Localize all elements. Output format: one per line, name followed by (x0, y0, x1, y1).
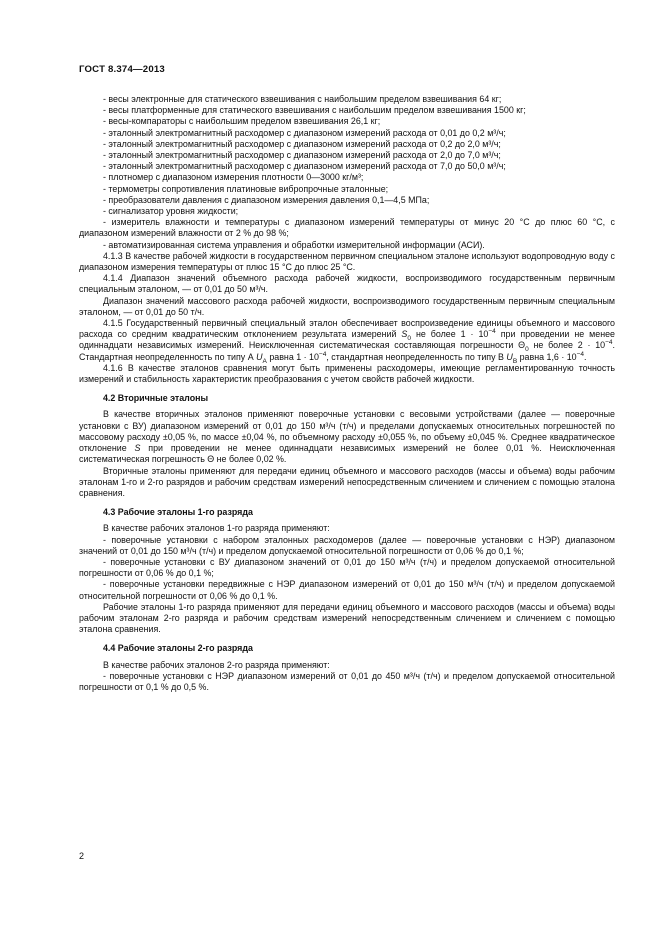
list-item: - поверочные установки с набором эталонных расходомеров (далее — поверочные установки с НЭР) диапазоном значений от 0,01 до 150 м³/ч (т/ч) и пределом допускаемой относительной погрешности от 0,06 % до 0,1 %; (79, 534, 615, 556)
list-item: - поверочные установки передвижные с НЭР диапазоном измерений от 0,01 до 150 м³/ч (т/ч) и пределом допускаемой относительной погрешности от 0,06 % до 0,1 %. (79, 579, 615, 601)
list-item: - эталонный электромагнитный расходомер с диапазоном измерений расхода от 7,0 до 50,0 м³/ч; (103, 161, 506, 172)
paragraph-4-1-3: 4.1.3 В качестве рабочей жидкости в государственном первичном специальном эталоне используют водопроводную воду с диапазоном измерения температуры от плюс 15 °С до плюс 25 °С. (79, 250, 615, 273)
list-item: - автоматизированная система управления и обработки измерительной информации (АСИ). (103, 239, 485, 250)
paragraph-4-3-intro: В качестве рабочих эталонов 1-го разряда применяют: (103, 523, 330, 534)
list-item: - термометры сопротивления платиновые вибропрочные эталонные; (103, 183, 389, 194)
page-number: 2 (79, 851, 85, 861)
paragraph-4-1-4-mass: Диапазон значений массового расхода рабочей жидкости, воспроизводимого государственным первичным специальным эталоном, — от 0,01 до 50 т/ч. (79, 295, 615, 317)
paragraph-4-1-4: 4.1.4 Диапазон значений объемного расхода рабочей жидкости, воспроизводимого государственным первичным специальным эталоном, — от 0,01 до 50 м³/ч. (79, 273, 615, 295)
list-item: - весы платформенные для статического взвешивания с наибольшим пределом взвешивания 1500 кг; (103, 105, 526, 116)
paragraph-4-2-1: В качестве вторичных эталонов применяют поверочные установки с весовыми устройствами (далее — поверочные установки с ВУ) диапазоном измерений от 0,01 до 150 м³/ч (т/ч) и пределами допускаемых относительных погрешностей по массовому расходу ±0,05 %, по массе ±0,04 %, по объемному расходу ±0,055 %, по объему ±0,045 %. Среднее квадратическое отклонение S при проведении не менее одиннадцати независимых измерений не более 0,01 %. Неисключенная систематическая погрешность Θ не более 0,02 %. (79, 409, 615, 465)
list-item: - преобразователи давления с диапазоном измерения давления 0,1—4,5 МПа; (103, 194, 430, 205)
paragraph-4-4-intro: В качестве рабочих эталонов 2-го разряда применяют: (103, 659, 330, 670)
list-item: - эталонный электромагнитный расходомер с диапазоном измерений расхода от 0,2 до 2,0 м³/ч; (103, 138, 501, 149)
section-heading-4-2: 4.2 Вторичные эталоны (103, 393, 209, 404)
page-body (79, 94, 615, 693)
list-item: - поверочные установки с ВУ диапазоном значений от 0,01 до 150 м³/ч (т/ч) и пределом допускаемой относительной погрешности от 0,06 % до 0,1 %; (79, 556, 615, 579)
paragraph-4-2-2: Вторичные эталоны применяют для передачи единиц объемного и массового расходов (массы и объема) воды рабочим эталонам 1-го и 2-го разрядов и рабочим средствам измерений непосредственным сличением и сличением с помощью эталона сравнения. (79, 465, 615, 498)
section-heading-4-4: 4.4 Рабочие эталоны 2-го разряда (103, 643, 253, 654)
list-item: - измеритель влажности и температуры с диапазоном измерений температуры от минус 20 °С до плюс 60 °С, с диапазоном измерений влажности от 2 % до 98 %; (79, 217, 615, 239)
list-item: - весы электронные для статического взвешивания с наибольшим пределом взвешивания 64 кг; (103, 94, 502, 104)
list-item: - плотномер с диапазоном измерения плотности 0—3000 кг/м³; (103, 172, 364, 183)
list-item: - сигнализатор уровня жидкости; (103, 206, 239, 217)
list-item: - поверочные установки с НЭР диапазоном измерений от 0,01 до 450 м³/ч (т/ч) и пределом допускаемой относительной погрешности от 0,1 % до 0,5 %. (79, 670, 615, 692)
paragraph-4-1-6: 4.1.6 В качестве эталонов сравнения могут быть применены расходомеры, имеющие регламентированную точность измерений и стабильность характеристик преобразования с учетом свойств рабочей жидкости. (79, 362, 615, 385)
list-item: - эталонный электромагнитный расходомер с диапазоном измерений расхода от 0,01 до 0,2 м³/ч; (103, 127, 506, 138)
paragraph-4-3-outro: Рабочие эталоны 1-го разряда применяют для передачи единиц объемного и массового расходов (массы и объема) воды рабочим эталонам 2-го разряда и рабочим средствам измерений непосредственным сличением и сличением с помощью эталона сравнения. (79, 601, 615, 635)
section-heading-4-3: 4.3 Рабочие эталоны 1-го разряда (103, 507, 253, 518)
list-item: - весы-компараторы с наибольшим пределом взвешивания 26,1 кг; (103, 116, 381, 127)
list-item: - эталонный электромагнитный расходомер с диапазоном измерений расхода от 2,0 до 7,0 м³/ч; (103, 150, 501, 161)
document-header: ГОСТ 8.374—2013 (79, 64, 165, 75)
paragraph-4-1-5: 4.1.5 Государственный первичный специальный эталон обеспечивает воспроизведение единицы объемного и массового расхода со средним квадратическим отклонением результата измерений $S_0$ не более $1 \cdot 10^{-4}$ при проведении не менее одиннадцати независимых измерений. Неисключенная систематическая составляющая погрешности $\Theta_0$ не более $2 \cdot 10^{-4}$. Стандартная неопределенность по типу А $U_А$ равна $1 \cdot 10^{-4}$, стандартная неопределенность по типу В $U_В$ равна $1,6 \cdot 10^{-4}$. (79, 318, 615, 365)
